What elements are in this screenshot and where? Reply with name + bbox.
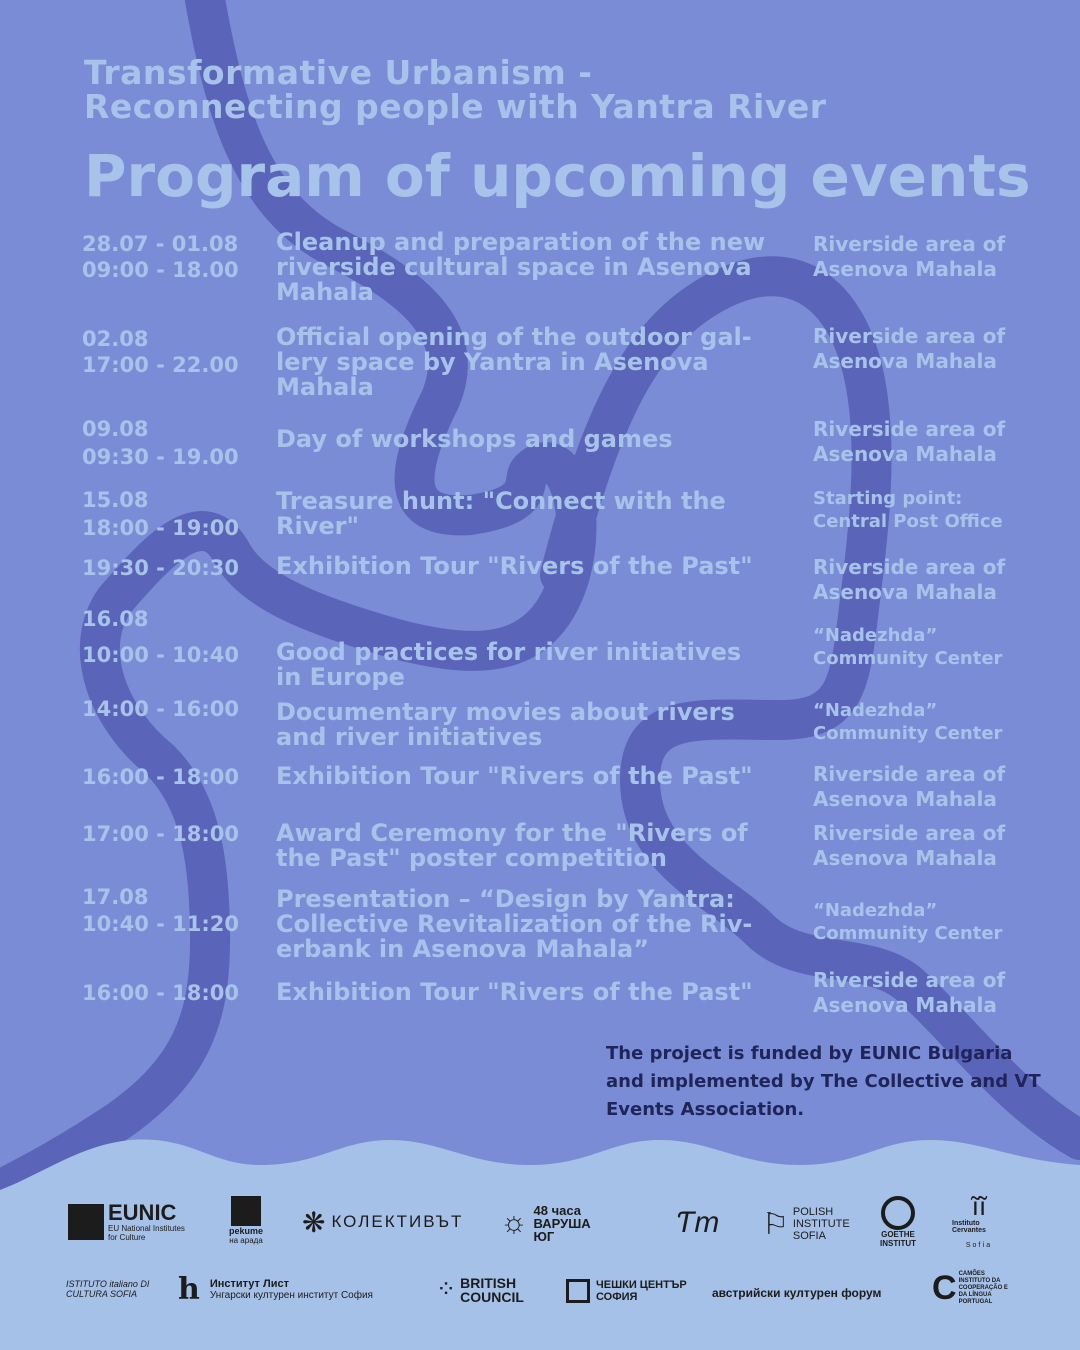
tam-logo bbox=[676, 1198, 720, 1248]
event-title: Exhibition Tour "Rivers of the Past" bbox=[276, 762, 753, 790]
subtitle-line1: Transformative Urbanism - bbox=[84, 53, 593, 92]
event-date: 02.08 bbox=[82, 327, 149, 351]
eunic-logo bbox=[68, 1202, 198, 1242]
event-time: 10:00 - 10:40 bbox=[82, 643, 240, 667]
event-location: Riverside area of Asenova Mahala bbox=[813, 968, 1006, 1017]
polish-institute-logo bbox=[762, 1198, 850, 1250]
event-time: 18:00 - 19:00 bbox=[82, 516, 240, 540]
event-location: “Nadezhda” Community Center bbox=[813, 700, 1003, 744]
event-time: 17:00 - 22.00 bbox=[82, 353, 239, 377]
dots-icon: ⁘ bbox=[436, 1276, 457, 1303]
square-spiral-icon bbox=[566, 1279, 590, 1303]
event-title: Cleanup and preparation of the new riverside cultural space in Asenova Mahala bbox=[276, 228, 766, 306]
kolektivat-name: КОЛЕКТИВЪТ bbox=[331, 1212, 464, 1231]
event-location: “Nadezhda” Community Center bbox=[813, 625, 1003, 669]
liszt-name: Институт Лист bbox=[209, 1277, 289, 1290]
event-time: 10:40 - 11:20 bbox=[82, 912, 240, 936]
event-date: 16.08 bbox=[82, 607, 149, 631]
camoes-name: CAMÕES INSTITUTO DA COOPERAÇÃO E DA LÍNGUA PORTUGAL bbox=[958, 1270, 1008, 1305]
pekume-sub: на арада bbox=[229, 1236, 263, 1245]
varusha-name: 48 часа ВАРУША ЮГ bbox=[533, 1202, 591, 1244]
event-date: 28.07 - 01.08 bbox=[82, 232, 239, 256]
italiano-name: ISTITUTO italiano DI CULTURA SOFIA bbox=[66, 1279, 150, 1299]
event-title: Official opening of the outdoor gal-lery space by Yantra in Asenova Mahala bbox=[276, 323, 752, 401]
event-time: 19:30 - 20:30 bbox=[82, 556, 240, 580]
goethe-name: GOETHE INSTITUT bbox=[880, 1230, 916, 1248]
british-council-logo bbox=[436, 1274, 540, 1306]
event-title: Good practices for river initiatives in Europe bbox=[276, 638, 742, 691]
event-time: 09:30 - 19.00 bbox=[82, 445, 239, 469]
eunic-name: EUNIC bbox=[108, 1200, 177, 1225]
pekume-name: pekume bbox=[228, 1226, 263, 1236]
czech-centre-logo bbox=[566, 1276, 696, 1306]
camoes-logo bbox=[932, 1268, 1022, 1308]
snowflake-icon: ❋ bbox=[302, 1206, 326, 1238]
liszt-icon: h bbox=[178, 1271, 200, 1307]
event-date: 09.08 bbox=[82, 417, 149, 441]
austrian-forum-logo bbox=[712, 1282, 908, 1304]
event-time: 09:00 - 18.00 bbox=[82, 258, 239, 282]
goethe-circle-icon bbox=[881, 1196, 915, 1230]
czech-name: ЧЕШКИ ЦЕНТЪР СОФИЯ bbox=[596, 1279, 687, 1303]
event-title: Award Ceremony for the "Rivers of the Past" poster competition bbox=[276, 819, 748, 872]
event-title: Day of workshops and games bbox=[276, 425, 673, 453]
event-location: Riverside area of Asenova Mahala bbox=[813, 555, 1006, 604]
event-title: Documentary movies about rivers and river initiatives bbox=[276, 698, 735, 751]
cervantes-city: Sofía bbox=[965, 1242, 993, 1249]
eunic-icon bbox=[68, 1204, 104, 1240]
event-time: 16:00 - 18:00 bbox=[82, 981, 240, 1005]
varusha-logo bbox=[500, 1202, 640, 1244]
eunic-sub: EU National Institutes for Culture bbox=[108, 1224, 185, 1242]
event-location: Riverside area of Asenova Mahala bbox=[813, 821, 1006, 870]
event-location: Riverside area of Asenova Mahala bbox=[813, 762, 1006, 811]
castle-icon bbox=[231, 1196, 261, 1226]
kolektivat-logo bbox=[302, 1206, 472, 1238]
polish-name: POLISH INSTITUTE SOFIA bbox=[792, 1206, 850, 1242]
event-location: “Nadezhda” Community Center bbox=[813, 900, 1003, 944]
event-time: 14:00 - 16:00 bbox=[82, 697, 240, 721]
cervantes-name: Instituto Cervantes bbox=[952, 1220, 986, 1234]
cervantes-logo bbox=[952, 1192, 1006, 1254]
event-title: Exhibition Tour "Rivers of the Past" bbox=[276, 552, 753, 580]
istituto-italiano-logo bbox=[66, 1268, 160, 1310]
tam-mark: Ƭm bbox=[676, 1206, 720, 1239]
event-location: Riverside area of Asenova Mahala bbox=[813, 324, 1006, 373]
british-name: BRITISH COUNCIL bbox=[460, 1275, 524, 1305]
event-title: Presentation – “Design by Yantra: Collective Revitalization of the Riv-erbank in Asenova Mahala” bbox=[276, 885, 753, 963]
austrian-name: австрийски културен форум bbox=[712, 1286, 882, 1300]
event-location: Starting point: Central Post Office bbox=[813, 488, 1003, 532]
sun-icon: ☼ bbox=[500, 1206, 528, 1239]
event-time: 16:00 - 18:00 bbox=[82, 765, 240, 789]
event-title: Exhibition Tour "Rivers of the Past" bbox=[276, 978, 753, 1006]
event-location: Riverside area of Asenova Mahala bbox=[813, 417, 1006, 466]
event-location: Riverside area of Asenova Mahala bbox=[813, 232, 1006, 281]
page-title: Program of upcoming events bbox=[84, 142, 1031, 210]
pekume-logo bbox=[226, 1196, 266, 1250]
cervantes-icon: ĩĩ bbox=[971, 1191, 987, 1221]
event-time: 17:00 - 18:00 bbox=[82, 822, 240, 846]
event-date: 15.08 bbox=[82, 488, 149, 512]
funding-note: The project is funded by EUNIC Bulgaria and implemented by The Collective and VT Events Association. bbox=[606, 1043, 1041, 1120]
event-date: 17.08 bbox=[82, 885, 149, 909]
camoes-icon: C bbox=[932, 1268, 957, 1307]
goethe-logo bbox=[876, 1196, 920, 1254]
subtitle-line2: Reconnecting people with Yantra River bbox=[84, 87, 827, 126]
figure-icon: ⚐ bbox=[762, 1207, 789, 1241]
liszt-institute-logo bbox=[178, 1272, 418, 1306]
event-title: Treasure hunt: "Connect with the River" bbox=[276, 487, 726, 540]
liszt-sub: Унгарски културен институт София bbox=[209, 1289, 373, 1301]
